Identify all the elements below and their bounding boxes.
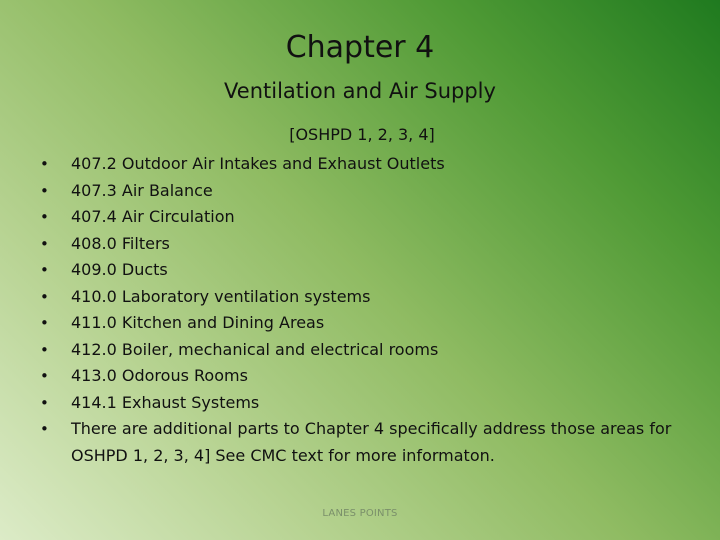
bullet-list (40, 151, 680, 469)
slide-subtitle: Ventilation and Air Supply (224, 79, 496, 103)
oshpd-codes: [OSHPD 1, 2, 3, 4] (289, 125, 435, 144)
list-item (40, 231, 680, 258)
list-item-text: There are additional parts to Chapter 4 specifically address those areas for OSHPD 1, 2, 3, 4] See CMC text for more informaton. (71, 419, 672, 465)
list-item-text: 408.0 Filters (71, 233, 170, 253)
list-item (40, 390, 680, 417)
list-item (40, 337, 680, 364)
list-item-text: 409.0 Ducts (71, 260, 168, 279)
list-item (40, 284, 680, 311)
list-item-text: 413.0 Odorous Rooms (71, 366, 248, 385)
list-item (40, 310, 680, 337)
bullet-icon: • (40, 287, 49, 306)
list-item (40, 204, 680, 231)
list-item (40, 151, 680, 178)
list-item-text: 414.1 Exhaust Systems (71, 392, 260, 412)
bullet-icon: • (40, 393, 49, 412)
bullet-icon: • (40, 340, 49, 359)
bullet-icon: • (40, 155, 49, 173)
bullet-icon: • (40, 181, 49, 200)
list-item (40, 257, 680, 284)
slide-footer: LANES POINTS (322, 508, 398, 519)
list-item-text: 412.0 Boiler, mechanical and electrical rooms (71, 339, 439, 359)
bullet-icon: • (40, 367, 49, 385)
bullet-icon: • (40, 208, 49, 226)
list-item-text: 410.0 Laboratory ventilation systems (71, 286, 371, 306)
list-item (40, 416, 680, 469)
bullet-icon: • (40, 234, 49, 253)
bullet-icon: • (40, 314, 49, 332)
bullet-icon: • (40, 420, 49, 438)
list-item-text: 407.3 Air Balance (71, 180, 213, 200)
list-item (40, 178, 680, 205)
list-item (40, 363, 680, 390)
list-item-text: 407.4 Air Circulation (71, 207, 235, 226)
slide-title: Chapter 4 (285, 30, 435, 65)
list-item-text: 407.2 Outdoor Air Intakes and Exhaust Outlets (71, 154, 445, 173)
list-item-text: 411.0 Kitchen and Dining Areas (71, 313, 325, 332)
bullet-icon: • (40, 261, 49, 279)
